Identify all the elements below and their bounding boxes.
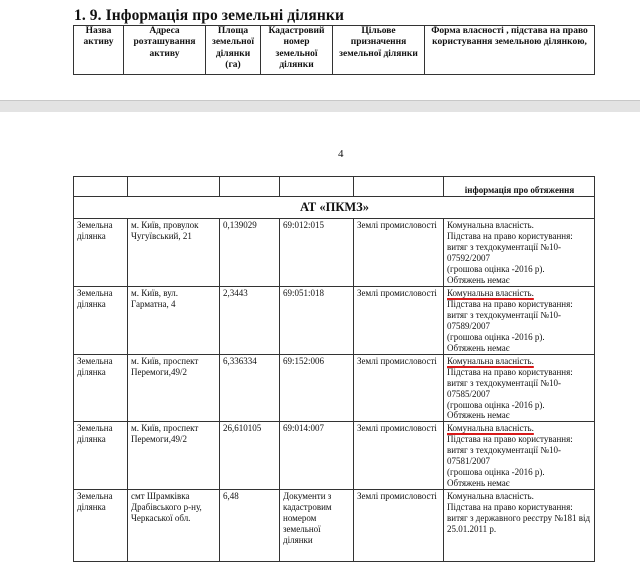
- encumbrance-header: інформація про обтяження: [444, 177, 595, 197]
- page-number: 4: [338, 148, 344, 160]
- address-cell: м. Київ, провулок Чугуївський, 21: [128, 219, 220, 287]
- address-cell: м. Київ, вул. Гарматна, 4: [128, 286, 220, 354]
- asset-name-cell: Земельна ділянка: [74, 286, 128, 354]
- purpose-cell: Землі промисловості: [354, 354, 444, 422]
- col-header-ownership: Форма власності , підстава на право користування земельною ділянкою,: [425, 26, 595, 75]
- purpose-cell: Землі промисловості: [354, 219, 444, 287]
- ownership-text: Комунальна власність.: [447, 220, 534, 230]
- valuation-text: (грошова оцінка -2016 р).: [447, 263, 545, 274]
- address-cell: м. Київ, проспект Перемоги,49/2: [128, 422, 220, 490]
- basis-text: Підстава на право користування: витяг з техдокументації №10-07581/2007: [447, 434, 573, 467]
- encumbrance-text: Обтяжень немає: [447, 342, 510, 353]
- cadastral-cell: 69:012:015: [280, 219, 354, 287]
- encumbrance-text: Обтяжень немає: [447, 274, 510, 285]
- encumbrance-text: Обтяжень немає: [447, 478, 510, 489]
- basis-text: Підстава на право користування: витяг з техдокументації №10-07589/2007: [447, 298, 573, 331]
- asset-name-cell: Земельна ділянка: [74, 490, 128, 562]
- valuation-text: (грошова оцінка -2016 р).: [447, 467, 545, 478]
- basis-text: Підстава на право користування: витяг з техдокументації №10-07585/2007: [447, 366, 573, 399]
- area-cell: 26,610105: [220, 422, 280, 490]
- col-header-area: Площа земельної ділянки (га): [206, 26, 261, 75]
- col-header-purpose: Цільове призначення земельної ділянки: [333, 26, 425, 75]
- address-cell: м. Київ, проспект Перемоги,49/2: [128, 354, 220, 422]
- ownership-cell: [444, 422, 595, 490]
- valuation-text: (грошова оцінка -2016 р).: [447, 331, 545, 342]
- purpose-cell: Землі промисловості: [354, 286, 444, 354]
- purpose-cell: Землі промисловості: [354, 422, 444, 490]
- ownership-cell: [444, 219, 595, 287]
- col-header-cadastral: Кадастровий номер земельної ділянки: [261, 26, 333, 75]
- cadastral-cell: 69:014:007: [280, 422, 354, 490]
- purpose-cell: Землі промисловості: [354, 490, 444, 562]
- area-cell: 6,48: [220, 490, 280, 562]
- cadastral-cell: 69:051:018: [280, 286, 354, 354]
- company-group-title: АТ «ПКМЗ»: [74, 197, 595, 219]
- basis-text: Підстава на право користування: витяг з державного реєстру №181 від 25.01.2011 р.: [447, 502, 591, 535]
- page-separator: [0, 100, 640, 112]
- table-row: [74, 422, 595, 490]
- area-cell: 2,3443: [220, 286, 280, 354]
- table-row: [74, 490, 595, 562]
- ownership-text-underlined: Комунальна власність.: [447, 423, 534, 434]
- area-cell: 6,336334: [220, 354, 280, 422]
- asset-name-cell: Земельна ділянка: [74, 354, 128, 422]
- valuation-text: (грошова оцінка -2016 р).: [447, 399, 545, 410]
- asset-name-cell: Земельна ділянка: [74, 219, 128, 287]
- cadastral-cell: Документи з кадастровим номером земельної ділянки: [280, 490, 354, 562]
- basis-text: Підстава на право користування: витяг з техдокументації №10-07592/2007: [447, 230, 573, 263]
- ownership-cell: [444, 490, 595, 562]
- asset-name-cell: Земельна ділянка: [74, 422, 128, 490]
- address-cell: смт Шрамківка Драбівського р-ну, Черкаської обл.: [128, 490, 220, 562]
- area-cell: 0,139029: [220, 219, 280, 287]
- table-row: [74, 286, 595, 354]
- section-title: 1. 9. Інформація про земельні ділянки: [74, 7, 344, 24]
- land-plots-header-table: [73, 25, 595, 75]
- ownership-cell: [444, 286, 595, 354]
- company-group-row: [74, 197, 595, 219]
- header-row: [74, 26, 595, 75]
- cadastral-cell: 69:152:006: [280, 354, 354, 422]
- ownership-text: Комунальна власність.: [447, 491, 534, 502]
- table-row: [74, 219, 595, 287]
- col-header-address: Адреса розташування активу: [124, 26, 206, 75]
- encumbrance-text: Обтяжень немає: [447, 410, 510, 421]
- table-row: [74, 354, 595, 422]
- ownership-text-underlined: Комунальна власність.: [447, 355, 534, 366]
- col-header-asset-name: Назва активу: [74, 26, 124, 75]
- ownership-cell: [444, 354, 595, 422]
- ownership-text-underlined: Комунальна власність.: [447, 287, 534, 298]
- land-plots-table: [73, 176, 595, 562]
- continuation-header-row: [74, 177, 595, 197]
